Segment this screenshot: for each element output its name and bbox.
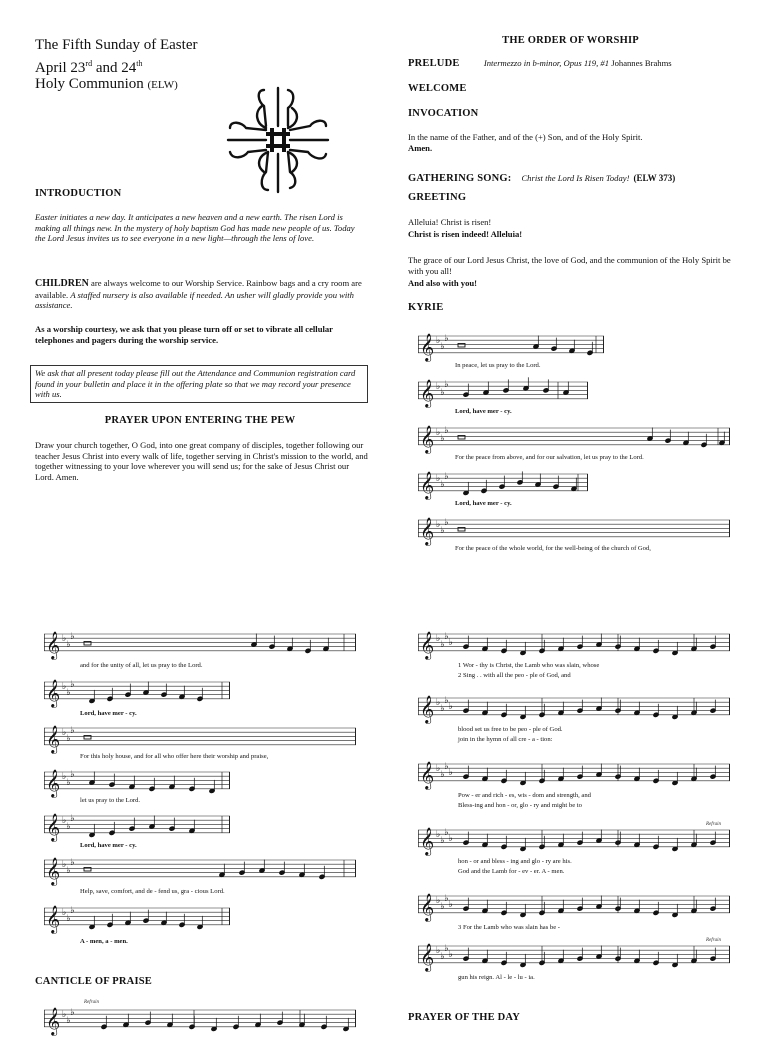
music-staff: [44, 720, 356, 756]
svg-text:♭: ♭: [62, 1010, 67, 1020]
svg-text:♭: ♭: [448, 768, 453, 778]
svg-text:𝄞: 𝄞: [420, 827, 435, 855]
refrain-marker: Refrain: [84, 1000, 99, 1005]
music-staff: [44, 900, 230, 936]
svg-text:♭: ♭: [444, 518, 449, 528]
svg-text:𝄞: 𝄞: [46, 631, 61, 659]
svg-text:♭: ♭: [444, 828, 449, 838]
service-type: Holy Communion (ELW): [35, 76, 178, 92]
prayer-of-day-heading: PRAYER OF THE DAY: [408, 1012, 521, 1023]
svg-text:𝄞: 𝄞: [420, 425, 435, 453]
svg-text:♭: ♭: [70, 1008, 75, 1018]
svg-text:𝄞: 𝄞: [420, 379, 435, 407]
lyric-line: Pow - er and rich - es, wis - dom and strength, and: [458, 792, 591, 799]
svg-text:♭: ♭: [440, 704, 445, 714]
svg-text:♭: ♭: [444, 894, 449, 904]
svg-text:𝄞: 𝄞: [46, 725, 61, 753]
music-staff: [418, 690, 730, 726]
svg-text:♭: ♭: [62, 908, 67, 918]
svg-text:♭: ♭: [436, 764, 441, 774]
svg-text:♭: ♭: [444, 762, 449, 772]
greeting-line-4: And also with you!: [408, 278, 478, 288]
svg-text:♭: ♭: [448, 702, 453, 712]
greeting-line-1: Alleluia! Christ is risen!: [408, 217, 492, 227]
svg-text:♭: ♭: [70, 770, 75, 780]
svg-text:♭: ♭: [66, 866, 71, 876]
greeting-line-3: The grace of our Lord Jesus Christ, the love of God, and the communion of the Holy Spirit be with you all!: [408, 255, 731, 276]
invocation-heading: INVOCATION: [408, 108, 479, 119]
svg-text:♭: ♭: [66, 688, 71, 698]
prayer-pew-heading: PRAYER UPON ENTERING THE PEW: [104, 415, 296, 426]
svg-text:♭: ♭: [444, 696, 449, 706]
svg-text:♭: ♭: [70, 726, 75, 736]
svg-text:♭: ♭: [66, 778, 71, 788]
service-date: April 23rd and 24th: [35, 59, 143, 76]
svg-text:♭: ♭: [62, 728, 67, 738]
lyric-line: For this holy house, and for all who offer here their worship and praise,: [80, 753, 269, 760]
svg-text:♭: ♭: [70, 906, 75, 916]
svg-text:♭: ♭: [444, 632, 449, 642]
svg-text:♭: ♭: [436, 896, 441, 906]
svg-text:𝄞: 𝄞: [420, 943, 435, 971]
lyric-line: Lord, have mer - cy.: [80, 710, 137, 717]
children-notice: CHILDREN are always welcome to our Worship Service. Rainbow bags and a cry room are available. A staffed nursery is also available if needed. An usher will gladly provide you with assistance.: [35, 278, 362, 311]
svg-text:♭: ♭: [436, 520, 441, 530]
svg-text:♭: ♭: [440, 640, 445, 650]
svg-text:𝄞: 𝄞: [420, 471, 435, 499]
svg-text:♭: ♭: [440, 388, 445, 398]
service-title: The Fifth Sunday of Easter: [35, 37, 198, 53]
svg-text:♭: ♭: [436, 382, 441, 392]
svg-text:𝄞: 𝄞: [46, 769, 61, 797]
svg-text:𝄞: 𝄞: [420, 893, 435, 921]
svg-text:♭: ♭: [436, 698, 441, 708]
prelude-line: PRELUDE Intermezzo in b-minor, Opus 119, #1 Johannes Brahms: [408, 58, 672, 69]
svg-text:♭: ♭: [62, 860, 67, 870]
music-staff: [44, 626, 356, 662]
greeting-line-2: Christ is risen indeed! Alleluia!: [408, 229, 523, 239]
lyric-line: God and the Lamb for - ev - er. A - men.: [458, 868, 565, 875]
lyric-line: gun his reign. Al - le - lu - ia.: [458, 974, 535, 981]
lyric-line: A - men, a - men.: [80, 938, 128, 945]
svg-text:♭: ♭: [448, 950, 453, 960]
lyric-line: and for the unity of all, let us pray to the Lord.: [80, 662, 203, 669]
svg-text:𝄞: 𝄞: [420, 333, 435, 361]
svg-text:♭: ♭: [66, 822, 71, 832]
svg-text:♭: ♭: [440, 526, 445, 536]
introduction-heading: INTRODUCTION: [35, 188, 122, 199]
svg-text:♭: ♭: [62, 634, 67, 644]
lyric-line: blood set us free to be peo - ple of God.: [458, 726, 563, 733]
kyrie-heading: KYRIE: [408, 302, 444, 313]
gathering-song-line: GATHERING SONG: Christ the Lord Is Risen Today! (ELW 373): [408, 173, 676, 184]
svg-text:♭: ♭: [440, 342, 445, 352]
svg-text:♭: ♭: [444, 426, 449, 436]
svg-text:♭: ♭: [444, 380, 449, 390]
music-staff: [418, 328, 604, 364]
svg-text:♭: ♭: [66, 734, 71, 744]
lyric-line: In peace, let us pray to the Lord.: [455, 362, 541, 369]
svg-text:♭: ♭: [62, 682, 67, 692]
svg-text:♭: ♭: [440, 836, 445, 846]
svg-text:♭: ♭: [70, 858, 75, 868]
lyric-line: For the peace of the whole world, for the well-being of the church of God,: [455, 545, 651, 552]
music-staff: [44, 808, 230, 844]
lyric-line: 3 For the Lamb who was slain has be -: [458, 924, 561, 931]
refrain-marker: Refrain: [706, 938, 721, 943]
music-staff: [44, 852, 356, 888]
music-staff: [418, 756, 730, 792]
svg-text:♭: ♭: [62, 772, 67, 782]
svg-text:𝄞: 𝄞: [420, 631, 435, 659]
svg-text:♭: ♭: [70, 814, 75, 824]
refrain-marker: Refrain: [706, 822, 721, 827]
phone-courtesy-notice: As a worship courtesy, we ask that you please turn off or set to vibrate all cellular telephones and pagers during the worship service.: [35, 324, 333, 345]
lyric-line: join in the hymn of all cre - a - tion:: [458, 736, 553, 743]
svg-text:𝄞: 𝄞: [46, 679, 61, 707]
svg-text:♭: ♭: [436, 336, 441, 346]
lyric-line: hon - or and bless - ing and glo - ry are his.: [458, 858, 572, 865]
svg-text:♭: ♭: [66, 914, 71, 924]
svg-text:𝄞: 𝄞: [46, 905, 61, 933]
lyric-line: 1 Wor - thy is Christ, the Lamb who was slain, whose: [458, 662, 600, 669]
lyric-line: Lord, have mer - cy.: [455, 408, 512, 415]
lyric-line: Lord, have mer - cy.: [80, 842, 137, 849]
svg-text:♭: ♭: [436, 474, 441, 484]
music-staff: [418, 822, 730, 858]
lyric-line: Bless-ing and hon - or, glo - ry and might be to: [458, 802, 582, 809]
music-staff: [418, 420, 730, 456]
svg-text:♭: ♭: [66, 1016, 71, 1026]
music-staff: [418, 938, 730, 974]
svg-text:♭: ♭: [448, 638, 453, 648]
attendance-notice: We ask that all present today please fill out the Attendance and Communion registration card found in your bulletin and place it in the offering plate so that we may record your presence with us.: [30, 365, 368, 403]
svg-text:♭: ♭: [440, 902, 445, 912]
svg-text:♭: ♭: [436, 830, 441, 840]
svg-text:♭: ♭: [62, 816, 67, 826]
svg-text:♭: ♭: [436, 428, 441, 438]
svg-text:♭: ♭: [444, 944, 449, 954]
svg-text:♭: ♭: [436, 634, 441, 644]
music-staff: [418, 466, 588, 502]
music-staff: [418, 626, 730, 662]
svg-text:♭: ♭: [440, 480, 445, 490]
lyric-line: For the peace from above, and for our salvation, let us pray to the Lord.: [455, 454, 644, 461]
svg-text:♭: ♭: [448, 900, 453, 910]
svg-text:𝄞: 𝄞: [46, 813, 61, 841]
svg-text:♭: ♭: [440, 952, 445, 962]
invocation-amen: Amen.: [408, 143, 433, 153]
lyric-line: Help, save, comfort, and de - fend us, gra - cious Lord.: [80, 888, 225, 895]
welcome-heading: WELCOME: [408, 83, 467, 94]
svg-text:♭: ♭: [440, 770, 445, 780]
music-staff: [418, 888, 730, 924]
svg-text:♭: ♭: [436, 946, 441, 956]
svg-text:♭: ♭: [70, 680, 75, 690]
order-of-worship-title: THE ORDER OF WORSHIP: [502, 35, 639, 46]
music-staff: [44, 764, 230, 800]
svg-text:𝄞: 𝄞: [420, 761, 435, 789]
svg-text:♭: ♭: [444, 334, 449, 344]
prayer-pew-text: Draw your church together, O God, into one great company of disciples, together following our teacher Jesus Christ into every walk of life, together serving in Christ's mission to the world, and together witnessing to your love wherever you will send us; for the sake of Jesus Christ our Lord. Amen.: [35, 440, 368, 482]
hands-cross-logo: [226, 86, 330, 194]
svg-text:♭: ♭: [444, 472, 449, 482]
canticle-heading: CANTICLE OF PRAISE: [35, 976, 152, 987]
svg-text:𝄞: 𝄞: [46, 1007, 61, 1035]
introduction-text: Easter initiates a new day. It anticipates a new heaven and a new earth. The risen Lord is making all things new. In the mystery of holy baptism God has made new people of us. Today the Lord Jesus invites us to see everyone in a new light—through the lens of love.: [35, 212, 355, 244]
music-staff: [44, 674, 230, 710]
lyric-line: Lord, have mer - cy.: [455, 500, 512, 507]
music-staff: [44, 1002, 356, 1038]
svg-text:♭: ♭: [70, 632, 75, 642]
svg-text:♭: ♭: [448, 834, 453, 844]
greeting-heading: GREETING: [408, 192, 467, 203]
svg-text:𝄞: 𝄞: [420, 517, 435, 545]
svg-text:♭: ♭: [66, 640, 71, 650]
lyric-line: 2 Sing . . with all the peo - ple of God, and: [458, 672, 571, 679]
invocation-text: In the name of the Father, and of the (+) Son, and of the Holy Spirit.: [408, 132, 643, 142]
lyric-line: let us pray to the Lord.: [80, 797, 141, 804]
music-staff: [418, 374, 588, 410]
svg-text:𝄞: 𝄞: [420, 695, 435, 723]
svg-text:♭: ♭: [440, 434, 445, 444]
svg-text:𝄞: 𝄞: [46, 857, 61, 885]
music-staff: [418, 512, 730, 548]
